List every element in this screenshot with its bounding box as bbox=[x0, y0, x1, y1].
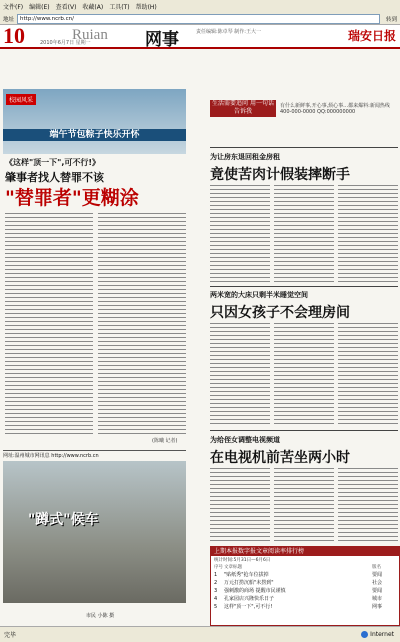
divider bbox=[210, 147, 398, 148]
hotline-info: 有什么新鲜事,开心事,烦心事…都来爆料:新闻热线 400-000-0000 QQ:000000000 bbox=[280, 103, 390, 115]
rank-no: 4 bbox=[214, 596, 218, 602]
menu-tools[interactable]: 工具(T) bbox=[109, 4, 130, 11]
security-zone bbox=[361, 631, 400, 638]
newspaper-logo: 瑞安日报 bbox=[347, 29, 396, 43]
column-banner: 生活需要追问 用一句话告诉我 bbox=[210, 100, 276, 117]
story2-kicker: 两米宽的大床只剩半米睡觉空间 bbox=[210, 291, 308, 299]
go-button[interactable]: 转到 bbox=[385, 16, 397, 23]
story3-headline[interactable]: 在电视机前苦坐两小时 bbox=[210, 450, 350, 466]
rank-no: 2 bbox=[214, 580, 218, 586]
story1-body-col1[interactable] bbox=[210, 183, 270, 283]
divider bbox=[210, 430, 398, 431]
story2-headline[interactable]: 只因女孩子不会理房间 bbox=[210, 305, 350, 321]
rank-title-link[interactable]: 万元打捞沉船"未捞到" bbox=[224, 580, 274, 586]
story3-body-col2[interactable] bbox=[274, 466, 334, 541]
page-number: 10 bbox=[3, 25, 25, 48]
ranking-header-title: 文章标题 bbox=[224, 565, 242, 570]
masthead bbox=[0, 25, 400, 49]
ranking-header-section: 版名 bbox=[372, 565, 381, 570]
zone-label: Internet bbox=[370, 631, 394, 638]
menu-favorites[interactable]: 收藏(A) bbox=[82, 4, 104, 11]
editor-credit: 责任编辑:陈卓琴 制作:王大一 bbox=[196, 29, 261, 35]
photo-label: 校园风采 bbox=[6, 94, 36, 105]
rank-section: 社会 bbox=[372, 580, 383, 586]
divider bbox=[210, 286, 398, 287]
story1-headline[interactable]: 竟使苦肉计假装摔断手 bbox=[210, 167, 350, 183]
ranking-table bbox=[210, 546, 400, 626]
ranking-row[interactable] bbox=[211, 579, 399, 587]
rank-section: 网事 bbox=[372, 604, 383, 610]
rank-title-link[interactable]: 孔家园店兴隆快乐日子 bbox=[224, 596, 275, 602]
section-name-cn: 网事 bbox=[145, 30, 179, 50]
photo-headline: "蹲式"候车 bbox=[28, 512, 99, 528]
newspaper-page bbox=[0, 25, 400, 626]
story2-body-col2[interactable] bbox=[274, 321, 334, 426]
address-label: 地址 bbox=[3, 16, 15, 23]
story1-kicker: 为让房东退回租金房租 bbox=[210, 153, 280, 161]
status-bar bbox=[0, 626, 400, 642]
article-headline[interactable]: "替罪者"更糊涂 bbox=[5, 187, 139, 209]
rank-no: 1 bbox=[214, 572, 218, 578]
story3-body-col3[interactable] bbox=[338, 466, 398, 541]
menu-view[interactable]: 查看(V) bbox=[55, 4, 77, 11]
rank-section: 要闻 bbox=[372, 572, 383, 578]
article-byline: (陈曦 记者) bbox=[152, 438, 178, 444]
rank-section: 要闻 bbox=[372, 588, 383, 594]
ranking-period: 统计时间:5月31日—6月6日 bbox=[214, 558, 271, 563]
rank-no: 5 bbox=[214, 604, 218, 610]
menu-help[interactable]: 帮助(H) bbox=[135, 4, 157, 11]
ranking-row[interactable] bbox=[211, 595, 399, 603]
story2-body-col1[interactable] bbox=[210, 321, 270, 426]
story2-body-col3[interactable] bbox=[338, 321, 398, 426]
status-text: 完毕 bbox=[4, 632, 17, 639]
link-strip[interactable]: 网址:温州城市网讯息 http://www.ncrb.cn bbox=[3, 450, 186, 461]
menu-file[interactable]: 文件(F) bbox=[3, 4, 24, 11]
photo-credit: 市民 小陈 摄 bbox=[86, 613, 115, 619]
article-body-col1[interactable] bbox=[5, 211, 93, 436]
ranking-title: 上期本报数字报文章阅读率排行榜 bbox=[211, 547, 399, 556]
story1-body-col2[interactable] bbox=[274, 183, 334, 283]
rank-section: 城市 bbox=[372, 596, 383, 602]
article-kicker: 《这样"顶一下",可不行!》 bbox=[5, 158, 101, 167]
ranking-row[interactable] bbox=[211, 571, 399, 579]
story3-kicker: 为给侄女调整电视频道 bbox=[210, 436, 280, 444]
ranking-header bbox=[211, 564, 399, 571]
issue-date: 2010年6月7日 星期一 bbox=[40, 40, 91, 46]
article-headline-small[interactable]: 肇事者找人替罪不该 bbox=[5, 171, 104, 184]
address-bar bbox=[0, 13, 400, 25]
article-body-col2[interactable] bbox=[98, 211, 186, 436]
menu-edit[interactable]: 编辑(E) bbox=[29, 4, 50, 11]
photo-caption: 端午节包粽子快乐开怀 bbox=[3, 129, 186, 141]
rank-title-link[interactable]: 强刺激的商场 提醒市民谨慎 bbox=[224, 588, 286, 594]
ranking-row[interactable] bbox=[211, 603, 399, 611]
rank-title-link[interactable]: "贴纸秀"抢车位拔掉 bbox=[224, 572, 269, 578]
section-name-en: Ruian bbox=[72, 27, 108, 43]
internet-zone-icon bbox=[361, 631, 368, 638]
address-input[interactable]: http://www.ncrb.cn/ bbox=[17, 14, 380, 24]
story3-body-col1[interactable] bbox=[210, 466, 270, 541]
rank-title-link[interactable]: 这样"顶一下",可不行! bbox=[224, 604, 273, 610]
browser-menubar bbox=[0, 0, 400, 14]
bus-waiting-photo[interactable] bbox=[3, 461, 186, 603]
ranking-row[interactable] bbox=[211, 587, 399, 595]
rank-no: 3 bbox=[214, 588, 218, 594]
ranking-header-no: 序号 bbox=[214, 565, 223, 570]
story1-body-col3[interactable] bbox=[338, 183, 398, 283]
